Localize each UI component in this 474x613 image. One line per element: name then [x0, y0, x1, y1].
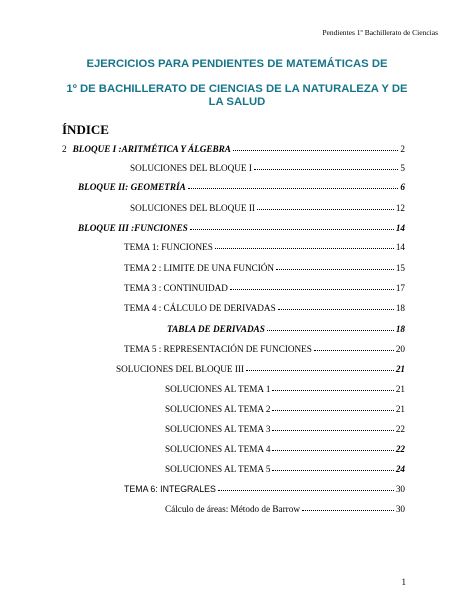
document-title-line1: EJERCICIOS PARA PENDIENTES DE MATEMÁTICAS DE: [86, 58, 388, 70]
toc-entry-label: TEMA 3 : CONTINUIDAD: [124, 283, 228, 293]
toc-entry-page: 5: [400, 163, 405, 173]
running-header: Pendientes 1º Bachillerato de Ciencias: [322, 28, 438, 37]
toc-leader: [272, 442, 393, 451]
toc-entry-calculo-areas[interactable]: [165, 503, 405, 515]
toc-entry-label: Cálculo de áreas: Método de Barrow: [165, 504, 300, 514]
toc-entry-page: 30: [395, 504, 405, 514]
toc-leader: [254, 161, 399, 170]
toc-leader: [276, 261, 394, 270]
toc-entry-soluciones-tema-1[interactable]: [165, 383, 405, 395]
toc-entry-label: SOLUCIONES DEL BLOQUE I: [130, 163, 252, 173]
toc-entry-soluciones-tema-5[interactable]: [165, 463, 405, 475]
index-heading: ÍNDICE: [62, 122, 109, 137]
toc-entry-label: TABLA DE DERIVADAS: [167, 324, 265, 334]
toc-entry-label: BLOQUE I :ARITMÉTICA Y ÁLGEBRA: [72, 144, 231, 154]
toc-entry-tabla-derivadas[interactable]: [167, 323, 405, 335]
toc-leader: [230, 281, 394, 290]
toc-entry-page: 30: [395, 484, 405, 494]
toc-entry-tema-6[interactable]: [124, 483, 405, 495]
toc-entry-soluciones-bloque-2[interactable]: [130, 202, 405, 214]
toc-entry-bloque-1[interactable]: [62, 143, 405, 155]
toc-entry-tema-5[interactable]: [124, 343, 405, 355]
toc-leader: [246, 362, 394, 371]
toc-entry-label: TEMA 6: INTEGRALES: [124, 484, 216, 494]
toc-entry-page: 21: [395, 364, 405, 374]
toc-leader: [314, 342, 394, 351]
toc-entry-tema-4[interactable]: [124, 302, 405, 314]
toc-entry-bloque-2[interactable]: [78, 181, 405, 193]
toc-entry-label: SOLUCIONES AL TEMA 4: [165, 444, 271, 454]
document-title-line2: [50, 83, 424, 109]
toc-leader: [272, 382, 393, 391]
toc-entry-label: BLOQUE III :FUNCIONES: [78, 223, 188, 233]
toc-leader: [278, 301, 394, 310]
toc-leader: [215, 240, 394, 249]
toc-entry-page: 18: [395, 324, 405, 334]
toc-leader: [233, 142, 399, 151]
toc-entry-soluciones-tema-3[interactable]: [165, 423, 405, 435]
toc-entry-soluciones-tema-4[interactable]: [165, 443, 405, 455]
toc-entry-label: TEMA 1: FUNCIONES: [124, 242, 213, 252]
toc-leader: [272, 402, 393, 411]
toc-entry-page: 2: [400, 144, 405, 154]
toc-leader: [188, 180, 399, 189]
toc-entry-page: 22: [395, 424, 405, 434]
toc-entry-page: 6: [400, 182, 405, 192]
toc-entry-label: SOLUCIONES AL TEMA 3: [165, 424, 271, 434]
toc-entry-page: 12: [395, 203, 405, 213]
toc-entry-tema-3[interactable]: [124, 282, 405, 294]
toc-entry-page: 24: [395, 464, 405, 474]
toc-entry-page: 21: [395, 384, 405, 394]
toc-entry-label: TEMA 4 : CÁLCULO DE DERIVADAS: [124, 303, 276, 313]
toc-leader: [302, 502, 394, 511]
toc-entry-soluciones-tema-2[interactable]: [165, 403, 405, 415]
toc-entry-soluciones-bloque-3[interactable]: [116, 363, 405, 375]
toc-leader: [257, 201, 394, 210]
document-title-line2b: LA SALUD: [208, 96, 266, 108]
toc-entry-page: 14: [395, 223, 405, 233]
toc-entry-tema-1[interactable]: [124, 241, 405, 253]
toc-entry-page: 15: [395, 263, 405, 273]
toc-entry-bloque-3[interactable]: [78, 222, 405, 234]
toc-entry-label: SOLUCIONES DEL BLOQUE III: [116, 364, 245, 374]
toc-entry-page: 17: [395, 283, 405, 293]
toc-entry-number: 2: [62, 144, 67, 154]
toc-entry-label: TEMA 2 : LIMITE DE UNA FUNCIÓN: [124, 263, 275, 273]
toc-entry-page: 14: [395, 242, 405, 252]
toc-leader: [272, 422, 393, 431]
toc-entry-tema-2[interactable]: [124, 262, 405, 274]
toc-entry-label: SOLUCIONES AL TEMA 1: [165, 384, 271, 394]
toc-entry-label: SOLUCIONES AL TEMA 5: [165, 464, 271, 474]
toc-leader: [272, 462, 393, 471]
toc-entry-page: 22: [395, 444, 405, 454]
toc-entry-label: BLOQUE II: GEOMETRÍA: [78, 182, 186, 192]
toc-leader: [267, 322, 394, 331]
toc-entry-label: SOLUCIONES AL TEMA 2: [165, 404, 271, 414]
toc-leader: [190, 221, 394, 230]
page-number: 1: [401, 577, 406, 587]
toc-entry-label: SOLUCIONES DEL BLOQUE II: [130, 203, 255, 213]
toc-leader: [218, 482, 394, 491]
toc-entry-page: 18: [395, 303, 405, 313]
document-title-line2a: 1º DE BACHILLERATO DE CIENCIAS DE LA NATURALEZA Y DE: [66, 83, 408, 95]
toc-entry-label: TEMA 5 : REPRESENTACIÓN DE FUNCIONES: [124, 344, 312, 354]
toc-entry-page: 20: [395, 344, 405, 354]
toc-entry-soluciones-bloque-1[interactable]: [130, 162, 405, 174]
toc-entry-page: 21: [395, 404, 405, 414]
